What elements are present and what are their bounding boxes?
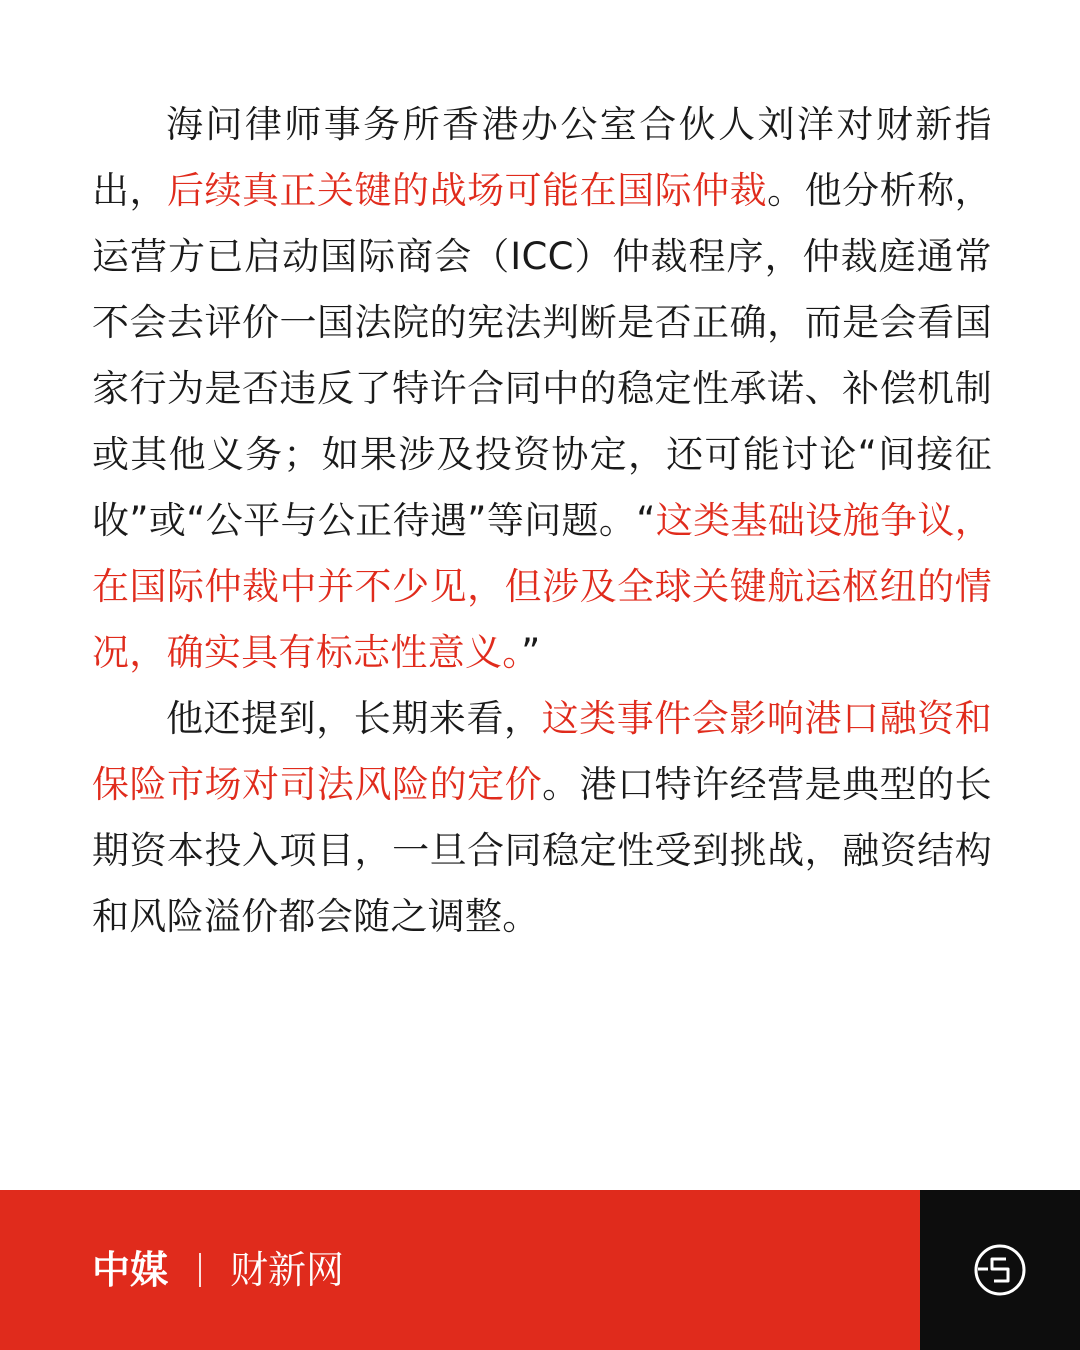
paragraph-1-highlight-quote: 这类基础设施争议，在国际仲裁中并不少见，但涉及全球关键航运枢纽的情况，确实具有标志性意义。 (92, 499, 992, 674)
footer-brand-panel (0, 1190, 920, 1350)
article-body (92, 92, 992, 950)
paragraph-2-segment: 。港口特许经营是典型的长期资本投入项目，一旦合同稳定性受到挑战，融资结构和风险溢价都会随之调整。 (92, 763, 992, 938)
paragraph-1-highlight: 后续真正关键的战场可能在国际仲裁 (167, 169, 768, 212)
paragraph-1-segment: ” (521, 631, 541, 674)
paragraph-2-segment: 他还提到，长期来看， (166, 697, 542, 740)
footer-logo-panel (920, 1190, 1080, 1350)
paragraph-1-segment: 海问律师事务所香港办公室合伙人刘洋对财新指出， (92, 103, 992, 212)
paragraph-1-segment: 。他分析称，运营方已启动国际商会（ICC）仲裁程序，仲裁庭通常不会去评价一国法院的宪法判断是否正确，而是会看国家行为是否违反了特许合同中的稳定性承诺、补偿机制或其他义务；如果涉及投资协定，还可能讨论“间接征收”或“公平与公正待遇”等问题。“ (92, 169, 992, 542)
brand-primary: 中媒 (92, 1248, 169, 1292)
caixin-logo-icon (972, 1242, 1028, 1298)
article-paragraph-1 (92, 92, 992, 686)
article-paragraph-2 (92, 686, 992, 950)
paragraph-2-highlight: 这类事件会影响港口融资和保险市场对司法风险的定价 (92, 697, 993, 806)
brand-divider (199, 1253, 201, 1287)
brand-secondary: 财新网 (230, 1248, 345, 1292)
footer-bar (0, 1190, 1080, 1350)
